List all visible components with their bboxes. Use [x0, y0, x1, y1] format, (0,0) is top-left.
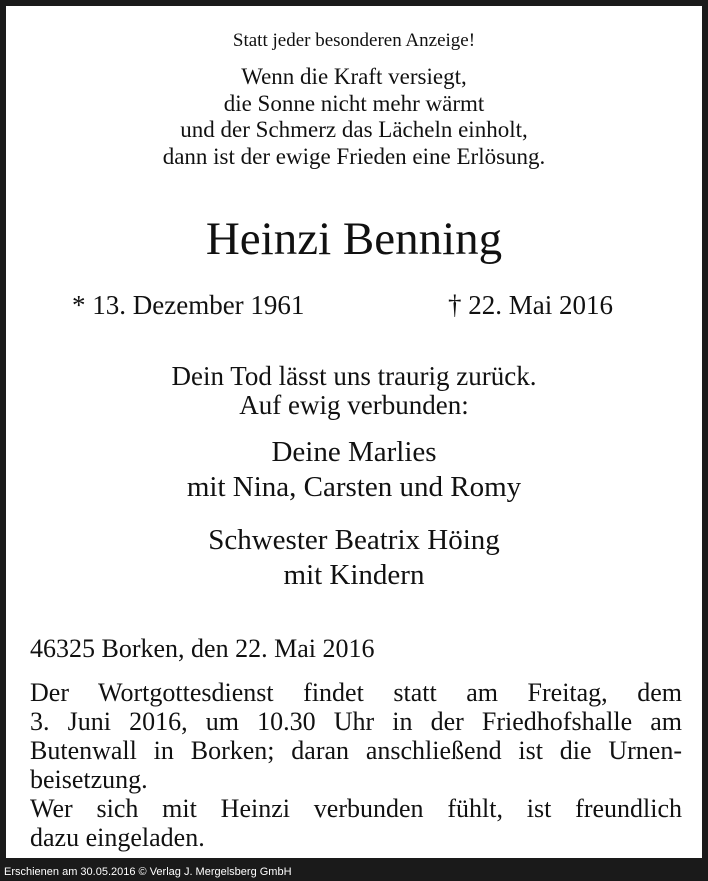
service-line: Wer sich mit Heinzi verbunden fühlt, ist freundlich — [30, 794, 682, 823]
publication-footer: Erschienen am 30.05.2016 © Verlag J. Mergelsberg GmbH — [4, 866, 292, 878]
mourning-line: Dein Tod lässt uns traurig zurück. — [171, 361, 537, 391]
service-line: dazu eingeladen. — [30, 823, 205, 852]
family-group-sister — [0, 523, 708, 593]
service-line: Butenwall in Borken; daran anschließend ist die Urnen- — [30, 736, 682, 765]
poem — [0, 64, 708, 170]
family-line: Schwester Beatrix Höing — [208, 524, 500, 556]
deceased-name: Heinzi Benning — [205, 213, 503, 265]
service-line: 3. Juni 2016, um 10.30 Uhr in der Friedhofshalle am — [30, 707, 682, 736]
family-line: mit Nina, Carsten und Romy — [186, 471, 522, 503]
family-group-wife — [0, 435, 708, 505]
life-dates — [0, 287, 708, 323]
service-line: Der Wortgottesdienst findet statt am Freitag, dem — [30, 678, 682, 707]
poem-line: dann ist der ewige Frieden eine Erlösung. — [162, 143, 546, 169]
intro-line: Statt jeder besonderen Anzeige! — [232, 30, 476, 51]
birth-date: * 13. Dezember 1961 — [72, 290, 305, 320]
service-info — [30, 678, 682, 852]
family-line: mit Kindern — [283, 559, 425, 591]
poem-line: Wenn die Kraft versiegt, — [241, 64, 467, 89]
mourning-text — [0, 362, 708, 420]
poem-line: und der Schmerz das Lächeln einholt, — [180, 117, 528, 142]
service-line: beisetzung. — [30, 765, 148, 794]
poem-line: die Sonne nicht mehr wärmt — [223, 90, 485, 116]
death-date: † 22. Mai 2016 — [448, 290, 613, 320]
place-date: 46325 Borken, den 22. Mai 2016 — [30, 634, 375, 663]
family-line: Deine Marlies — [271, 436, 437, 468]
mourning-line: Auf ewig verbunden: — [239, 390, 469, 420]
